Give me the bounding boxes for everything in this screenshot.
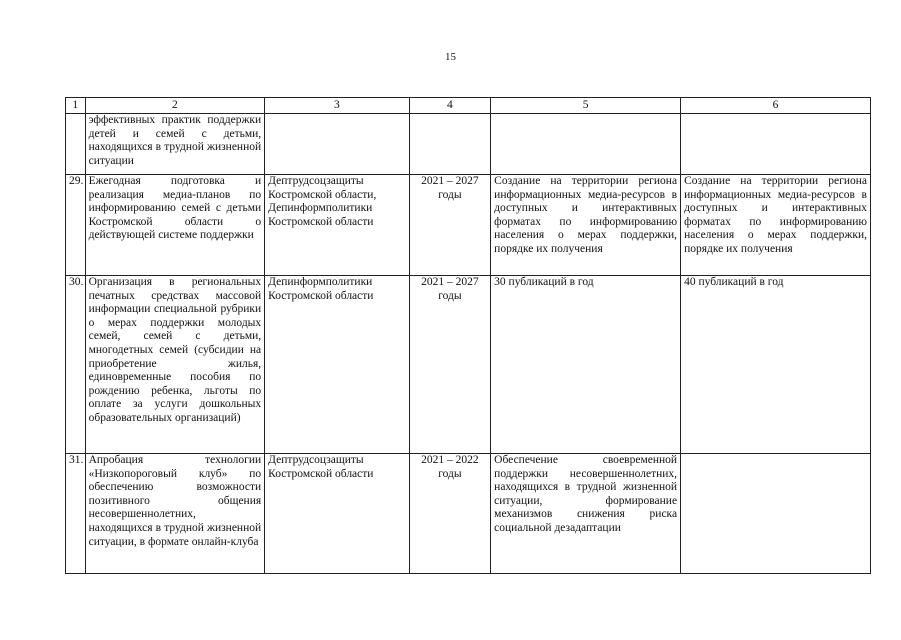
measure-cell: Организация в региональных печатных средствах массовой информации специальной рубрики о мерах поддержки молодых семей, семей с детьми, многодетных семей (субсидии на приобретение жилья, единовременные пособия по рождению ребенка, льготы по оплате за услуги дошкольных образовательных организаций) [85, 276, 265, 454]
page-number: 15 [445, 51, 456, 63]
column-header-4: 4 [409, 98, 491, 114]
executor-cell: Депинформполитики Костромской области [265, 276, 409, 454]
period-cell: 2021 – 2027 годы [409, 175, 491, 276]
row-number: 31. [66, 454, 86, 574]
measure-cell: эффективных практик поддержки детей и семей с детьми, находящихся в трудной жизненной ситуации [85, 114, 265, 175]
executor-cell: Дептрудсоцзащиты Костромской области [265, 454, 409, 574]
measure-cell: Ежегодная подготовка и реализация медиа-планов по информированию семей с детьми Костромской области о действующей системе поддержки [85, 175, 265, 276]
executor-cell: Дептрудсоцзащиты Костромской области, Депинформполитики Костромской области [265, 175, 409, 276]
result-target-cell: Создание на территории региона информационных медиа-ресурсов в доступных и интерактивных форматах по информированию населения о мерах поддержки, порядке их получения [681, 175, 871, 276]
table-header-row [66, 98, 871, 114]
row-number [66, 114, 86, 175]
result-current-cell [491, 114, 681, 175]
row-number: 30. [66, 276, 86, 454]
result-current-cell: Обеспечение своевременной поддержки несовершеннолетних, находящихся в трудной жизненной ситуации, формирование механизмов снижения риска социальной дезадаптации [491, 454, 681, 574]
column-header-1: 1 [66, 98, 86, 114]
executor-cell [265, 114, 409, 175]
column-header-3: 3 [265, 98, 409, 114]
result-current-cell: 30 публикаций в год [491, 276, 681, 454]
measure-cell: Апробация технологии «Низкопороговый клуб» по обеспечению возможности позитивного общения несовершеннолетних, находящихся в трудной жизненной ситуации, в формате онлайн-клуба [85, 454, 265, 574]
table-row [66, 114, 871, 175]
result-current-cell: Создание на территории региона информационных медиа-ресурсов в доступных и интерактивных форматах по информированию населения о мерах поддержки, порядке их получения [491, 175, 681, 276]
result-target-cell [681, 114, 871, 175]
measures-table [65, 97, 871, 574]
column-header-5: 5 [491, 98, 681, 114]
period-cell [409, 114, 491, 175]
result-target-cell: 40 публикаций в год [681, 276, 871, 454]
column-header-2: 2 [85, 98, 265, 114]
result-target-cell [681, 454, 871, 574]
column-header-6: 6 [681, 98, 871, 114]
table-row [66, 175, 871, 276]
row-number: 29. [66, 175, 86, 276]
table-row [66, 276, 871, 454]
period-cell: 2021 – 2022 годы [409, 454, 491, 574]
period-cell: 2021 – 2027 годы [409, 276, 491, 454]
table-row [66, 454, 871, 574]
